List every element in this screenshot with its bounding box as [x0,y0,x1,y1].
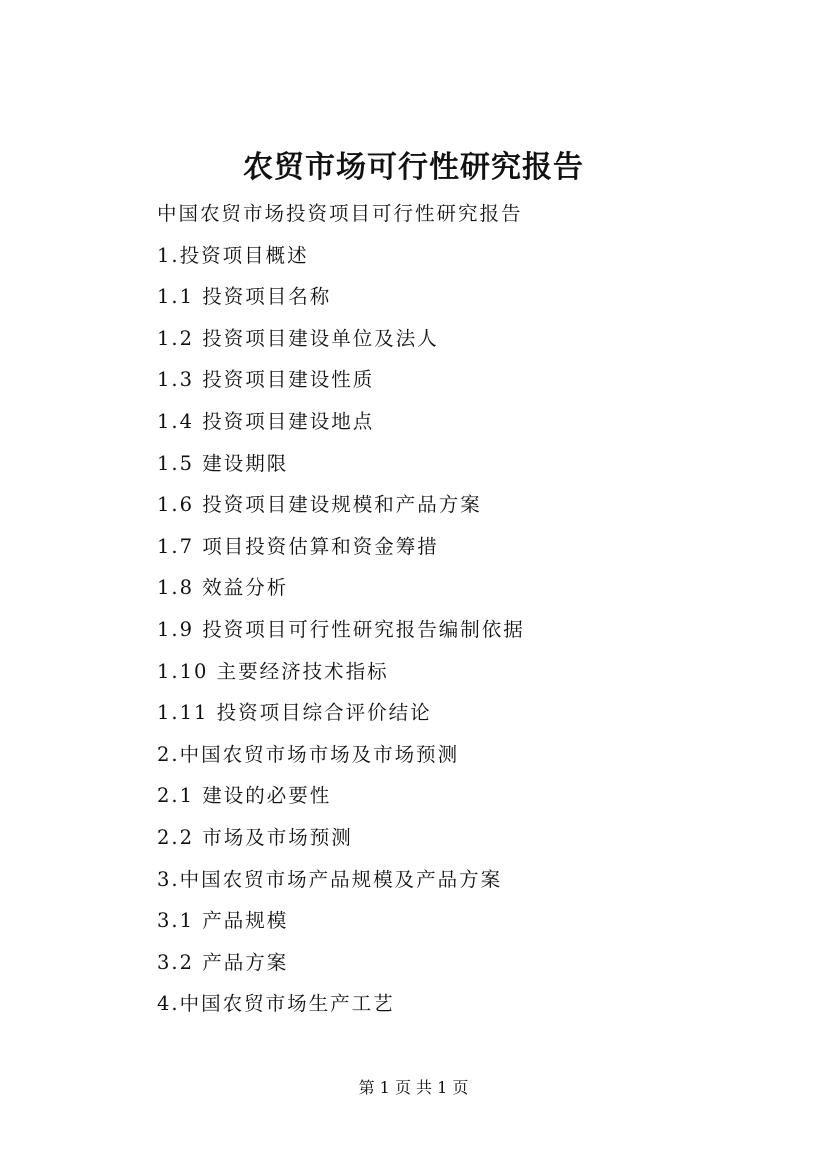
outline-line: 1.4 投资项目建设地点 [157,409,375,433]
document-title: 农贸市场可行性研究报告 [243,150,584,185]
outline-line: 1.1 投资项目名称 [157,285,332,309]
outline-line: 2.2 市场及市场预测 [157,825,353,849]
outline-line: 2.中国农贸市场市场及市场预测 [157,742,460,766]
outline-line: 1.2 投资项目建设单位及法人 [157,326,439,350]
outline-line: 1.11 投资项目综合评价结论 [157,701,432,725]
outline-list [157,197,525,1029]
outline-line: 3.中国农贸市场产品规模及产品方案 [157,867,503,891]
outline-line: 1.6 投资项目建设规模和产品方案 [157,493,482,517]
outline-line: 1.5 建设期限 [157,451,289,475]
outline-line: 中国农贸市场投资项目可行性研究报告 [157,202,523,225]
outline-line: 1.10 主要经济技术指标 [157,659,389,683]
outline-line: 4.中国农贸市场生产工艺 [157,992,395,1016]
outline-line: 2.1 建设的必要性 [157,784,332,808]
outline-line: 1.投资项目概述 [157,243,309,267]
outline-line: 1.9 投资项目可行性研究报告编制依据 [157,617,525,641]
outline-line: 1.8 效益分析 [157,576,289,600]
outline-line: 3.2 产品方案 [157,950,289,974]
outline-line: 1.3 投资项目建设性质 [157,368,375,392]
outline-line: 1.7 项目投资估算和资金筹措 [157,534,439,558]
outline-line: 3.1 产品规模 [157,909,289,933]
page-footer: 第 1 页 共 1 页 [358,1078,469,1097]
